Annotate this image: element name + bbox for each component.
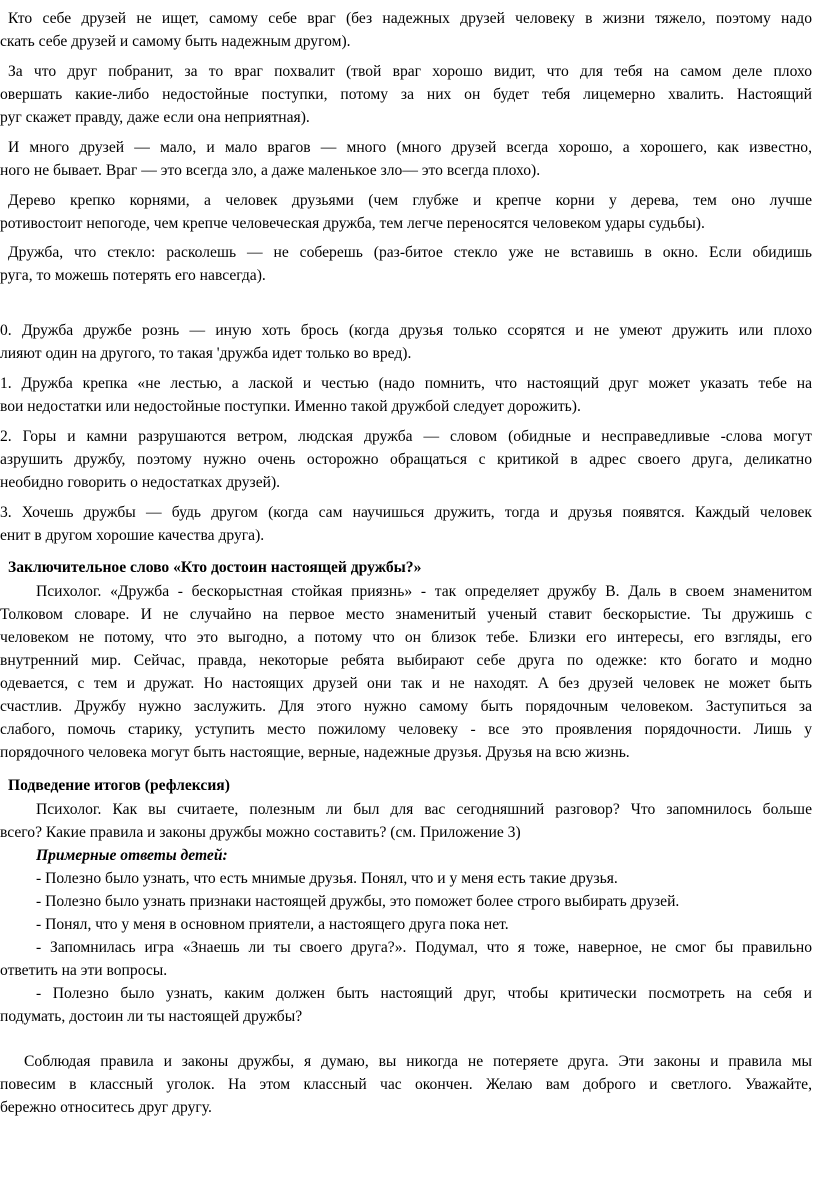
closing-word-heading: Заключительное слово «Кто достоин настоящей дружбы?» (8, 559, 422, 576)
proverb-11-line-2: вои недостатки или недостойные поступки. Именно такой дружбой следует дорожить). (0, 398, 581, 415)
proverb-3-line-1: И много друзей — мало, и мало врагов — много (много друзей всегда хорошо, а хорошего, как известно, (8, 139, 812, 156)
closing-word-line-5: одевается, с тем и дружат. Но настоящих друзей они так и не находят. А без друзей человек не может быть (0, 675, 812, 692)
proverb-12-line-1: 2. Горы и камни разрушаются ветром, людская дружба — словом (обидные и несправедливые -слова могут (0, 428, 812, 445)
closing-word-line-8: порядочного человека могут быть настоящие, верные, надежные друзья. Друзья на всю жизнь. (0, 744, 630, 761)
answer-4-line-1: - Запомнилась игра «Знаешь ли ты своего друга?». Подумал, что я тоже, наверное, не смог бы правильно (36, 939, 812, 956)
closing-word-line-3: человеком не потому, что это выгодно, а потому что он близок тебе. Близки его интересы, его взгляды, его (0, 629, 812, 646)
summary-intro-line-1: Психолог. Как вы считаете, полезным ли был для вас сегодняшний разговор? Что запомнилось больше (36, 801, 812, 818)
final-paragraph-line-3: бережно относитесь друг другу. (0, 1099, 212, 1116)
proverb-1-line-1: Кто себе друзей не ищет, самому себе враг (без надежных друзей человеку в жизни тяжело, поэтому надо (8, 10, 812, 27)
answer-5-line-2: подумать, достоин ли ты настоящей дружбы? (0, 1008, 303, 1025)
answer-5-line-1: - Полезно было узнать, каким должен быть настоящий друг, чтобы критически посмотреть на себя и (36, 985, 812, 1002)
closing-word-line-1: Психолог. «Дружба - бескорыстная стойкая приязнь» - так определяет дружбу В. Даль в своем знаменитом (36, 583, 812, 600)
closing-word-line-2: Толковом словаре. И не случайно на первое место знаменитый ученый ставит бескорыстие. Ты дружишь с (0, 606, 812, 623)
answer-1-line-1: - Полезно было узнать, что есть мнимые друзья. Понял, что и у меня есть такие друзья. (36, 870, 618, 887)
closing-word-line-7: слабого, помочь старику, уступить место пожилому человеку - все это проявления порядочности. Лишь у (0, 721, 812, 738)
proverb-4-line-2: ротивостоит непогоде, чем крепче человеческая дружба, тем легче переносятся человеком удары судьбы). (0, 215, 705, 232)
proverb-2-line-2: овершать какие-либо недостойные поступки, потому за них он будет тебя лицемерно хвалить. Настоящий (0, 86, 812, 103)
proverb-2-line-3: руг скажет правду, даже если она неприятная). (0, 109, 310, 126)
summary-heading: Подведение итогов (рефлексия) (8, 777, 230, 794)
proverb-5-line-1: Дружба, что стекло: расколешь — не соберешь (раз-битое стекло уже не вставишь в окно. Если обидишь (8, 244, 812, 261)
proverb-13-line-2: енит в другом хорошие качества друга). (0, 527, 265, 544)
answer-4-line-2: ответить на эти вопросы. (0, 962, 168, 979)
proverb-10-line-2: лияют один на другого, то такая 'дружба идет только во вред). (0, 345, 412, 362)
summary-intro-line-2: всего? Какие правила и законы дружбы можно составить? (см. Приложение 3) (0, 824, 521, 841)
proverb-12-line-3: необидно говорить о недостатках друзей). (0, 474, 281, 491)
sample-answers-label: Примерные ответы детей: (36, 847, 228, 864)
final-paragraph-line-1: Соблюдая правила и законы дружбы, я думаю, вы никогда не потеряете друга. Эти законы и правила мы (24, 1053, 812, 1070)
proverb-10-line-1: 0. Дружба дружбе рознь — иную хоть брось (когда друзья только ссорятся и не умеют дружить или плохо (0, 322, 812, 339)
closing-word-line-4: внутренний мир. Сейчас, правда, некоторые ребята выбирают себе друга по одежке: кто богато и модно (0, 652, 812, 669)
proverb-2-line-1: За что друг побранит, за то враг похвалит (твой враг хорошо видит, что для тебя на самом деле плохо (8, 63, 812, 80)
proverb-13-line-1: 3. Хочешь дружбы — будь другом (когда сам научишься дружить, тогда и друзья появятся. Каждый человек (0, 504, 812, 521)
answer-3-line-1: - Понял, что у меня в основном приятели, а настоящего друга пока нет. (36, 916, 509, 933)
proverb-4-line-1: Дерево крепко корнями, а человек друзьями (чем глубже и крепче корни у дерева, тем оно лучше (8, 192, 812, 209)
proverb-11-line-1: 1. Дружба крепка «не лестью, а лаской и честью (надо помнить, что настоящий друг может указать тебе на (0, 375, 812, 392)
final-paragraph-line-2: повесим в классный уголок. На этом классный час окончен. Желаю вам доброго и светлого. Уважайте, (0, 1076, 812, 1093)
answer-2-line-1: - Полезно было узнать признаки настоящей дружбы, это поможет более строго выбирать друзей. (36, 893, 680, 910)
proverb-3-line-2: ного не бывает. Враг — это всегда зло, а даже маленькое зло— это всегда плохо). (0, 162, 541, 179)
proverb-1-line-2: скать себе друзей и самому быть надежным другом). (0, 33, 351, 50)
closing-word-line-6: счастлив. Дружбу нужно заслужить. Для этого нужно самому быть порядочным человеком. Заступиться за (0, 698, 812, 715)
proverb-12-line-2: азрушить дружбу, поэтому нужно очень осторожно обращаться с критикой в адрес своего друга, деликатно (0, 451, 812, 468)
proverb-5-line-2: руга, то можешь потерять его навсегда). (0, 267, 266, 284)
